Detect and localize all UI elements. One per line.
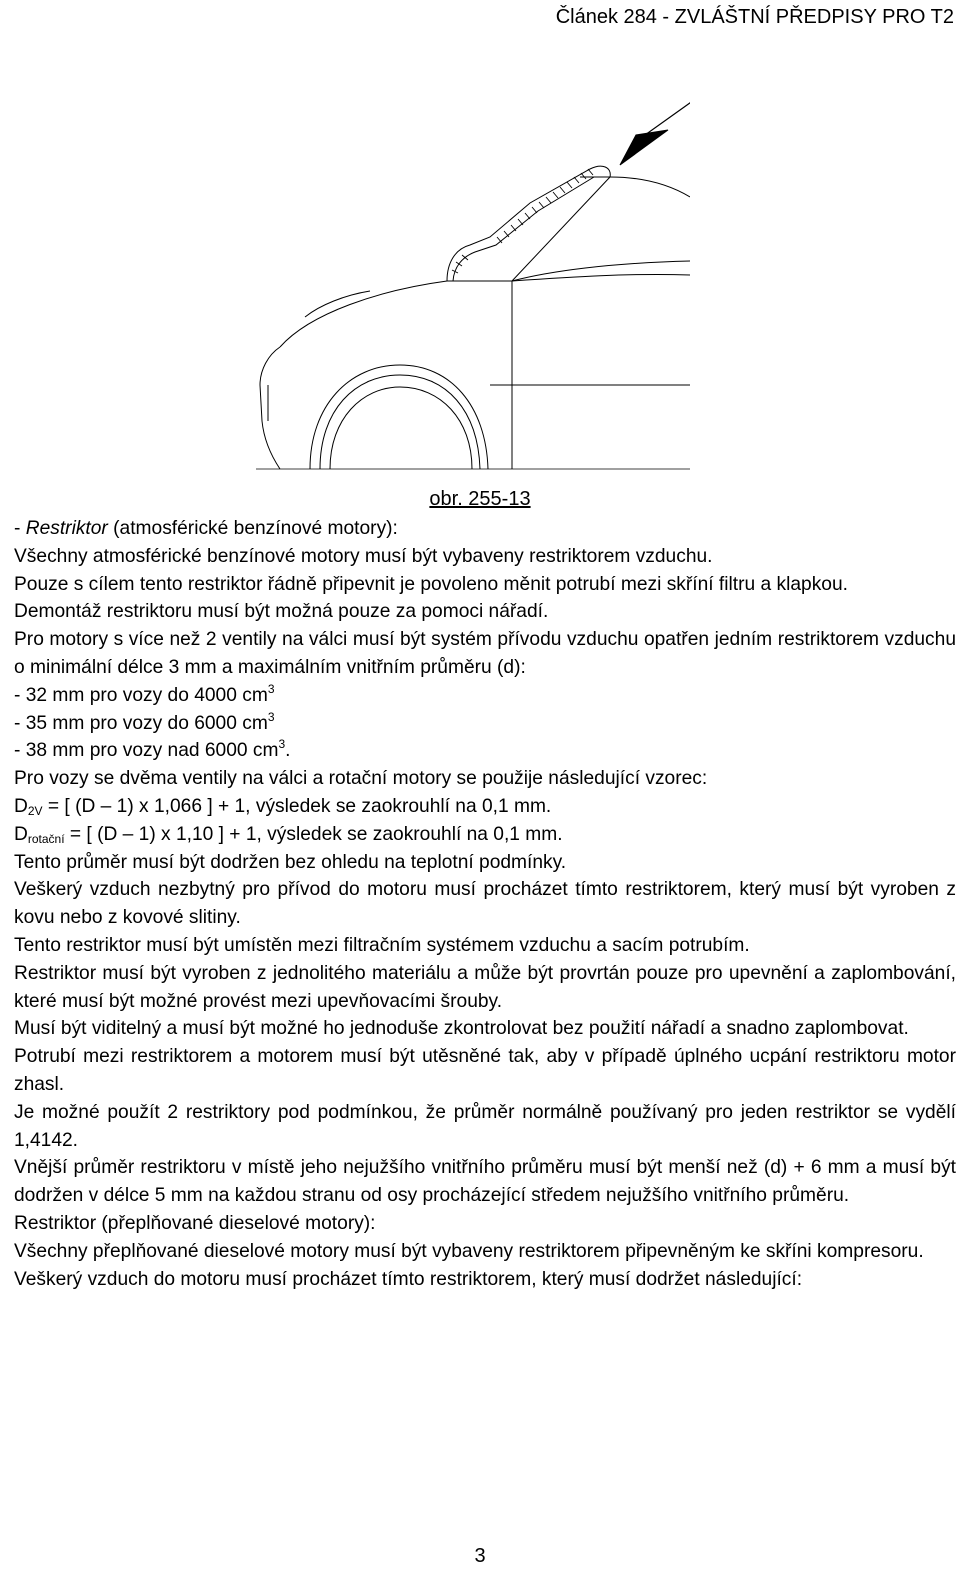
paragraph: Všechny přeplňované dieselové motory musí být vybaveny restriktorem připevněným ke skříni kompresoru.: [14, 1240, 924, 1262]
paragraph: Veškerý vzduch do motoru musí procházet tímto restriktorem, který musí dodržet následující:: [14, 1268, 803, 1290]
page-number: 3: [474, 1545, 486, 1567]
paragraph: Všechny atmosférické benzínové motory musí být vybaveny restriktorem vzduchu.: [14, 545, 713, 567]
figure-caption: obr. 255-13: [429, 488, 531, 510]
paragraph: Pro vozy se dvěma ventily na válci a rotační motory se použije následující vzorec:: [14, 768, 708, 790]
paragraph: Tento restriktor musí být umístěn mezi filtračním systémem vzduchu a sacím potrubím.: [14, 934, 750, 956]
restrictor-term: Restriktor: [25, 518, 108, 539]
paragraph: Je možné použít 2 restriktory pod podmínkou, že průměr normálně používaný pro jeden restriktor se vydělí 1,4142.: [14, 1101, 956, 1151]
paragraph: Vnější průměr restriktoru v místě jeho nejužšího vnitřního průměru musí být menší než (d) + 6 mm a musí být dodržen v délce 5 mm na každou stranu od osy procházející středem nejužšího vnitřního průměru.: [14, 1157, 956, 1207]
page-header: Článek 284 - ZVLÁŠTNÍ PŘEDPISY PRO T2: [555, 6, 954, 28]
body-text: [14, 515, 956, 1293]
formula-rotary: $D_{rotační}$ = [ (D – 1) x 1,10 ] + 1, výsledek se zaokrouhlí na 0,1 mm.: [14, 823, 563, 846]
list-item: - 38 mm pro vozy nad 6000 $cm^3$.: [14, 737, 291, 762]
restrictor-heading: - Restriktor (atmosférické benzínové motory):: [14, 518, 398, 539]
paragraph: Potrubí mezi restriktorem a motorem musí být utěsněné tak, aby v případě úplného ucpání restriktoru motor zhasl.: [14, 1046, 956, 1095]
list-item: - 32 mm pro vozy do 4000 $cm^3$: [14, 681, 275, 706]
formula-2v: $D_{2V}$ = [ (D – 1) x 1,066 ] + 1, výsledek se zaokrouhlí na 0,1 mm.: [14, 795, 552, 818]
paragraph: Demontáž restriktoru musí být možná pouze za pomoci nářadí.: [14, 601, 549, 623]
car-hood-figure: [250, 85, 690, 470]
paragraph: Restriktor musí být vyroben z jednolitého materiálu a může být provrtán pouze pro upevnění a zaplombování, které musí být možné provést mezi upevňovacími šrouby.: [14, 962, 956, 1012]
car-hood-air-intake-drawing-icon: [250, 85, 690, 470]
paragraph: Restriktor (přeplňované dieselové motory):: [14, 1212, 376, 1234]
paragraph: Veškerý vzduch nezbytný pro přívod do motoru musí procházet tímto restriktorem, který musí být vyroben z kovu nebo z kovové slitiny.: [14, 879, 956, 929]
list-item: - 35 mm pro vozy do 6000 $cm^3$: [14, 709, 275, 734]
paragraph: Pouze s cílem tento restriktor řádně připevnit je povoleno měnit potrubí mezi skříní filtru a klapkou.: [14, 573, 848, 595]
paragraph: Pro motory s více než 2 ventily na válci musí být systém přívodu vzduchu opatřen jedním restriktorem vzduchu o minimální délce 3 mm a maximálním vnitřním průměru (d):: [14, 629, 956, 678]
paragraph: Tento průměr musí být dodržen bez ohledu na teplotní podmínky.: [14, 851, 567, 873]
paragraph: Musí být viditelný a musí být možné ho jednoduše zkontrolovat bez použití nářadí a snadno zaplombovat.: [14, 1018, 909, 1040]
